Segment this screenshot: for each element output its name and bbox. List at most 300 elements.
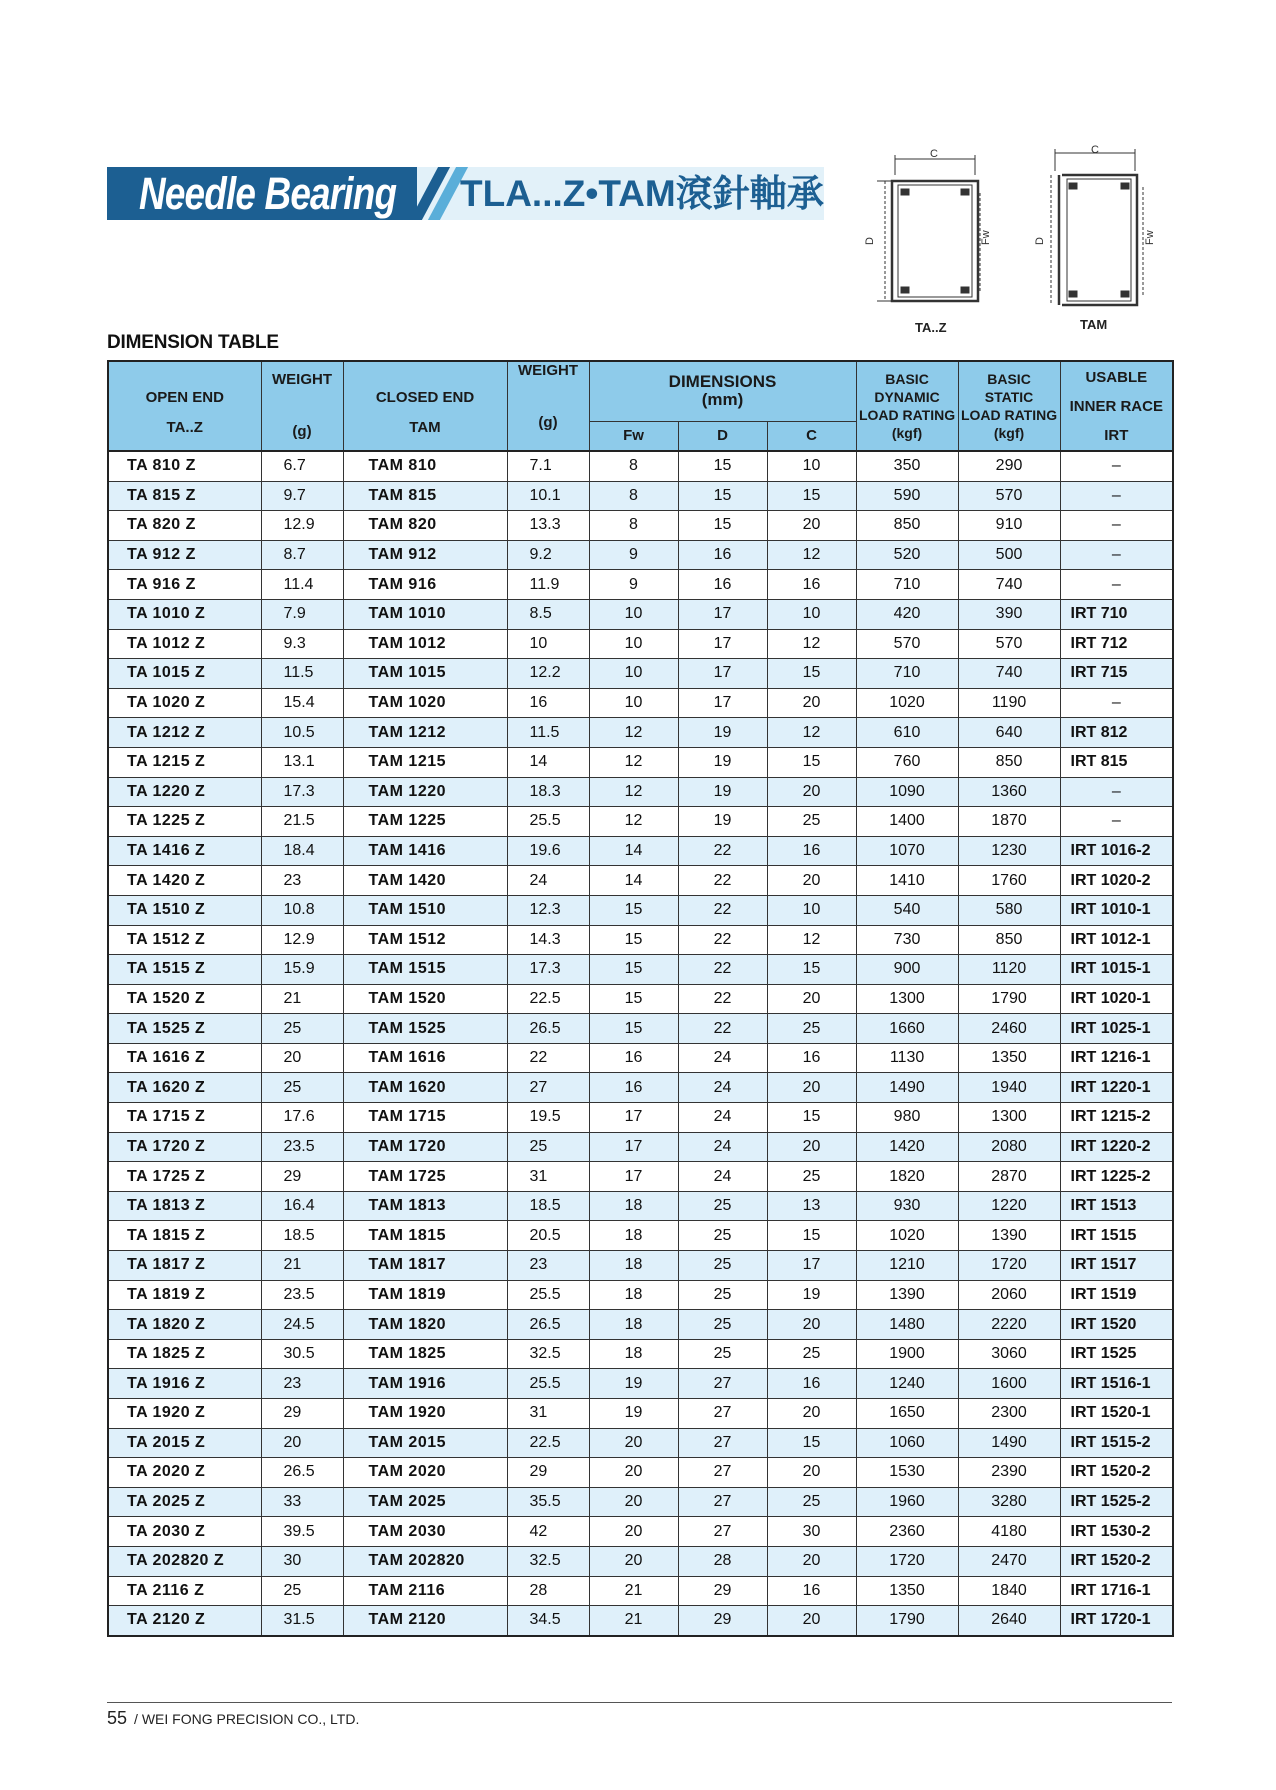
dim-d-cell: 25 (678, 1221, 767, 1251)
table-row (108, 895, 1173, 925)
dim-c-cell: 15 (767, 1221, 856, 1251)
static-load-cell: 740 (958, 570, 1060, 600)
dynamic-load-cell: 1300 (856, 984, 958, 1014)
dim-d-cell: 22 (678, 1014, 767, 1044)
dynamic-load-cell: 730 (856, 925, 958, 955)
static-load-cell: 2220 (958, 1310, 1060, 1340)
open-end-model-cell: TA 2025 Z (108, 1487, 261, 1517)
closed-end-model-cell: TAM 1817 (343, 1251, 507, 1281)
open-end-model-cell: TA 2020 Z (108, 1458, 261, 1488)
dim-d-cell: 24 (678, 1103, 767, 1133)
dynamic-load-cell: 710 (856, 659, 958, 689)
dim-c-cell: 20 (767, 1310, 856, 1340)
table-row (108, 511, 1173, 541)
dim-c-cell: 25 (767, 1162, 856, 1192)
closed-end-model-cell: TAM 1616 (343, 1043, 507, 1073)
header-dynamic-load: BASIC DYNAMIC LOAD RATING (kgf) (856, 361, 958, 451)
inner-race-cell: IRT 1720-1 (1060, 1606, 1173, 1636)
closed-end-model-cell: TAM 1512 (343, 925, 507, 955)
table-row (108, 984, 1173, 1014)
static-load-cell: 1600 (958, 1369, 1060, 1399)
dim-fw-cell: 20 (589, 1487, 678, 1517)
static-load-cell: 910 (958, 511, 1060, 541)
inner-race-cell: – (1060, 807, 1173, 837)
open-end-weight-cell: 12.9 (261, 511, 343, 541)
dim-fw-cell: 15 (589, 895, 678, 925)
closed-end-model-cell: TAM 1212 (343, 718, 507, 748)
dynamic-load-cell: 1660 (856, 1014, 958, 1044)
table-row (108, 1162, 1173, 1192)
static-load-cell: 1390 (958, 1221, 1060, 1251)
closed-end-model-cell: TAM 820 (343, 511, 507, 541)
dim-c-cell: 20 (767, 1546, 856, 1576)
dim-fw-cell: 9 (589, 540, 678, 570)
closed-end-model-cell: TAM 1815 (343, 1221, 507, 1251)
closed-end-weight-cell: 18.5 (507, 1191, 589, 1221)
open-end-weight-cell: 7.9 (261, 599, 343, 629)
static-load-cell: 570 (958, 629, 1060, 659)
closed-end-weight-cell: 16 (507, 688, 589, 718)
inner-race-cell: IRT 1020-2 (1060, 866, 1173, 896)
closed-end-model-cell: TAM 2120 (343, 1606, 507, 1636)
open-end-model-cell: TA 1825 Z (108, 1339, 261, 1369)
static-load-cell: 1220 (958, 1191, 1060, 1221)
open-end-model-cell: TA 2116 Z (108, 1576, 261, 1606)
open-end-weight-cell: 25 (261, 1014, 343, 1044)
open-end-weight-cell: 20 (261, 1428, 343, 1458)
header-closed-end: CLOSED END TAM (343, 361, 507, 451)
open-end-model-cell: TA 815 Z (108, 481, 261, 511)
table-row (108, 1221, 1173, 1251)
open-end-weight-cell: 11.5 (261, 659, 343, 689)
inner-race-cell: IRT 1225-2 (1060, 1162, 1173, 1192)
ta-z-diagram-label: TA..Z (915, 320, 947, 335)
inner-race-cell: IRT 1215-2 (1060, 1103, 1173, 1133)
table-row (108, 1369, 1173, 1399)
open-end-model-cell: TA 2015 Z (108, 1428, 261, 1458)
open-end-model-cell: TA 1510 Z (108, 895, 261, 925)
table-header (108, 361, 1173, 451)
dimension-table (107, 360, 1174, 1637)
open-end-weight-cell: 25 (261, 1073, 343, 1103)
closed-end-model-cell: TAM 1416 (343, 836, 507, 866)
closed-end-weight-cell: 23 (507, 1251, 589, 1281)
inner-race-cell: – (1060, 481, 1173, 511)
open-end-model-cell: TA 1212 Z (108, 718, 261, 748)
open-end-weight-cell: 17.6 (261, 1103, 343, 1133)
open-end-weight-cell: 11.4 (261, 570, 343, 600)
dim-fw-cell: 20 (589, 1517, 678, 1547)
open-end-model-cell: TA 1520 Z (108, 984, 261, 1014)
dynamic-load-cell: 850 (856, 511, 958, 541)
dim-c-cell: 20 (767, 984, 856, 1014)
open-end-weight-cell: 9.7 (261, 481, 343, 511)
dim-c-cell: 15 (767, 1103, 856, 1133)
inner-race-cell: IRT 1520-2 (1060, 1458, 1173, 1488)
dim-c-cell: 20 (767, 1399, 856, 1429)
closed-end-weight-cell: 27 (507, 1073, 589, 1103)
inner-race-cell: IRT 1515-2 (1060, 1428, 1173, 1458)
open-end-model-cell: TA 1512 Z (108, 925, 261, 955)
static-load-cell: 390 (958, 599, 1060, 629)
dynamic-load-cell: 1020 (856, 688, 958, 718)
open-end-weight-cell: 24.5 (261, 1310, 343, 1340)
open-end-model-cell: TA 1813 Z (108, 1191, 261, 1221)
closed-end-model-cell: TAM 1510 (343, 895, 507, 925)
dim-fw-cell: 10 (589, 659, 678, 689)
dim-c-cell: 16 (767, 1576, 856, 1606)
closed-end-model-cell: TAM 1819 (343, 1280, 507, 1310)
dim-d-cell: 29 (678, 1606, 767, 1636)
open-end-model-cell: TA 1515 Z (108, 955, 261, 985)
header-fw: Fw (589, 421, 678, 451)
header-static-load: BASIC STATIC LOAD RATING (kgf) (958, 361, 1060, 451)
tam-dim-fw: Fw (1144, 230, 1156, 245)
tam-dim-c: C (1091, 145, 1099, 156)
closed-end-model-cell: TAM 912 (343, 540, 507, 570)
open-end-weight-cell: 8.7 (261, 540, 343, 570)
dim-fw-cell: 15 (589, 955, 678, 985)
static-load-cell: 500 (958, 540, 1060, 570)
dim-fw-cell: 18 (589, 1191, 678, 1221)
inner-race-cell: IRT 1716-1 (1060, 1576, 1173, 1606)
closed-end-weight-cell: 13.3 (507, 511, 589, 541)
static-load-cell: 580 (958, 895, 1060, 925)
closed-end-model-cell: TAM 1920 (343, 1399, 507, 1429)
dim-c-cell: 17 (767, 1251, 856, 1281)
footer (107, 1708, 359, 1729)
bearing-cross-section-diagram (855, 145, 1175, 345)
dim-d-cell: 25 (678, 1280, 767, 1310)
banner-title: Needle Bearing (139, 168, 397, 219)
dim-d-cell: 15 (678, 511, 767, 541)
dynamic-load-cell: 1350 (856, 1576, 958, 1606)
static-load-cell: 1350 (958, 1043, 1060, 1073)
dynamic-load-cell: 1390 (856, 1280, 958, 1310)
closed-end-weight-cell: 25.5 (507, 1280, 589, 1310)
closed-end-weight-cell: 25.5 (507, 1369, 589, 1399)
dynamic-load-cell: 1070 (856, 836, 958, 866)
inner-race-cell: IRT 1020-1 (1060, 984, 1173, 1014)
dim-d-cell: 22 (678, 895, 767, 925)
closed-end-weight-cell: 24 (507, 866, 589, 896)
open-end-weight-cell: 39.5 (261, 1517, 343, 1547)
dim-fw-cell: 12 (589, 807, 678, 837)
page-number: 55 (107, 1708, 128, 1728)
ta-z-dim-fw: Fw (980, 230, 992, 245)
table-row (108, 925, 1173, 955)
dim-c-cell: 12 (767, 540, 856, 570)
dim-c-cell: 25 (767, 1014, 856, 1044)
inner-race-cell: IRT 715 (1060, 659, 1173, 689)
dim-d-cell: 24 (678, 1043, 767, 1073)
inner-race-cell: IRT 1515 (1060, 1221, 1173, 1251)
dim-c-cell: 25 (767, 1339, 856, 1369)
table-body (108, 451, 1173, 1636)
dim-c-cell: 30 (767, 1517, 856, 1547)
inner-race-cell: IRT 1525-2 (1060, 1487, 1173, 1517)
dynamic-load-cell: 1060 (856, 1428, 958, 1458)
open-end-model-cell: TA 2120 Z (108, 1606, 261, 1636)
static-load-cell: 2870 (958, 1162, 1060, 1192)
table-row (108, 1251, 1173, 1281)
dim-d-cell: 19 (678, 718, 767, 748)
inner-race-cell: IRT 1220-2 (1060, 1132, 1173, 1162)
dim-c-cell: 20 (767, 1458, 856, 1488)
static-load-cell: 2470 (958, 1546, 1060, 1576)
tam-diagram-label: TAM (1080, 317, 1108, 332)
closed-end-weight-cell: 17.3 (507, 955, 589, 985)
dim-c-cell: 13 (767, 1191, 856, 1221)
inner-race-cell: IRT 712 (1060, 629, 1173, 659)
dim-fw-cell: 16 (589, 1073, 678, 1103)
closed-end-model-cell: TAM 1725 (343, 1162, 507, 1192)
open-end-model-cell: TA 916 Z (108, 570, 261, 600)
open-end-weight-cell: 26.5 (261, 1458, 343, 1488)
dim-fw-cell: 8 (589, 511, 678, 541)
dim-fw-cell: 10 (589, 688, 678, 718)
table-row (108, 629, 1173, 659)
open-end-model-cell: TA 1815 Z (108, 1221, 261, 1251)
open-end-weight-cell: 13.1 (261, 747, 343, 777)
table-row (108, 1280, 1173, 1310)
header-weight-open: WEIGHT (g) (261, 361, 343, 451)
dim-d-cell: 27 (678, 1458, 767, 1488)
open-end-model-cell: TA 820 Z (108, 511, 261, 541)
inner-race-cell: – (1060, 511, 1173, 541)
open-end-weight-cell: 29 (261, 1162, 343, 1192)
dim-fw-cell: 12 (589, 747, 678, 777)
ta-z-dim-c: C (930, 148, 938, 160)
title-banner (107, 167, 824, 220)
dynamic-load-cell: 1490 (856, 1073, 958, 1103)
closed-end-model-cell: TAM 2025 (343, 1487, 507, 1517)
header-d: D (678, 421, 767, 451)
inner-race-cell: – (1060, 777, 1173, 807)
dim-c-cell: 10 (767, 895, 856, 925)
dim-c-cell: 20 (767, 1132, 856, 1162)
open-end-model-cell: TA 1620 Z (108, 1073, 261, 1103)
table-row (108, 1517, 1173, 1547)
closed-end-model-cell: TAM 815 (343, 481, 507, 511)
closed-end-model-cell: TAM 1820 (343, 1310, 507, 1340)
static-load-cell: 1790 (958, 984, 1060, 1014)
open-end-weight-cell: 10.5 (261, 718, 343, 748)
dim-c-cell: 15 (767, 659, 856, 689)
dynamic-load-cell: 1650 (856, 1399, 958, 1429)
open-end-model-cell: TA 1720 Z (108, 1132, 261, 1162)
static-load-cell: 2640 (958, 1606, 1060, 1636)
open-end-weight-cell: 12.9 (261, 925, 343, 955)
static-load-cell: 570 (958, 481, 1060, 511)
open-end-weight-cell: 30.5 (261, 1339, 343, 1369)
open-end-model-cell: TA 1225 Z (108, 807, 261, 837)
static-load-cell: 1490 (958, 1428, 1060, 1458)
open-end-model-cell: TA 1420 Z (108, 866, 261, 896)
dim-c-cell: 12 (767, 925, 856, 955)
dim-fw-cell: 18 (589, 1339, 678, 1369)
dim-d-cell: 19 (678, 747, 767, 777)
closed-end-model-cell: TAM 2030 (343, 1517, 507, 1547)
open-end-weight-cell: 10.8 (261, 895, 343, 925)
inner-race-cell: IRT 1025-1 (1060, 1014, 1173, 1044)
closed-end-weight-cell: 10 (507, 629, 589, 659)
inner-race-cell: IRT 812 (1060, 718, 1173, 748)
dim-fw-cell: 12 (589, 777, 678, 807)
closed-end-weight-cell: 7.1 (507, 451, 589, 481)
dim-fw-cell: 20 (589, 1546, 678, 1576)
table-row (108, 1339, 1173, 1369)
open-end-model-cell: TA 912 Z (108, 540, 261, 570)
closed-end-model-cell: TAM 1715 (343, 1103, 507, 1133)
inner-race-cell: IRT 710 (1060, 599, 1173, 629)
table-row (108, 1103, 1173, 1133)
closed-end-model-cell: TAM 2116 (343, 1576, 507, 1606)
static-load-cell: 1190 (958, 688, 1060, 718)
dim-d-cell: 17 (678, 629, 767, 659)
header-inner-race: USABLE INNER RACE IRT (1060, 361, 1173, 451)
table-row (108, 1458, 1173, 1488)
table-row (108, 1606, 1173, 1636)
closed-end-weight-cell: 19.6 (507, 836, 589, 866)
open-end-weight-cell: 23 (261, 866, 343, 896)
dim-c-cell: 25 (767, 807, 856, 837)
dim-c-cell: 10 (767, 451, 856, 481)
dim-fw-cell: 8 (589, 481, 678, 511)
open-end-weight-cell: 6.7 (261, 451, 343, 481)
open-end-model-cell: TA 1920 Z (108, 1399, 261, 1429)
table-row (108, 1191, 1173, 1221)
dim-c-cell: 12 (767, 629, 856, 659)
dim-d-cell: 29 (678, 1576, 767, 1606)
dim-fw-cell: 12 (589, 718, 678, 748)
open-end-weight-cell: 17.3 (261, 777, 343, 807)
dim-d-cell: 17 (678, 599, 767, 629)
dim-c-cell: 15 (767, 955, 856, 985)
open-end-weight-cell: 21 (261, 1251, 343, 1281)
dim-c-cell: 20 (767, 1073, 856, 1103)
dim-fw-cell: 21 (589, 1576, 678, 1606)
static-load-cell: 850 (958, 925, 1060, 955)
table-row (108, 599, 1173, 629)
dim-c-cell: 15 (767, 1428, 856, 1458)
inner-race-cell: IRT 1525 (1060, 1339, 1173, 1369)
header-dimensions: DIMENSIONS (mm) (589, 361, 856, 421)
dynamic-load-cell: 520 (856, 540, 958, 570)
dim-d-cell: 25 (678, 1251, 767, 1281)
closed-end-weight-cell: 32.5 (507, 1339, 589, 1369)
open-end-model-cell: TA 1525 Z (108, 1014, 261, 1044)
open-end-model-cell: TA 2030 Z (108, 1517, 261, 1547)
section-title: DIMENSION TABLE (107, 332, 279, 353)
static-load-cell: 4180 (958, 1517, 1060, 1547)
dim-d-cell: 27 (678, 1399, 767, 1429)
open-end-weight-cell: 30 (261, 1546, 343, 1576)
dynamic-load-cell: 1790 (856, 1606, 958, 1636)
dynamic-load-cell: 420 (856, 599, 958, 629)
dim-fw-cell: 8 (589, 451, 678, 481)
dynamic-load-cell: 1900 (856, 1339, 958, 1369)
table-row (108, 1576, 1173, 1606)
inner-race-cell: IRT 1520 (1060, 1310, 1173, 1340)
dim-fw-cell: 21 (589, 1606, 678, 1636)
ta-z-diagram (877, 155, 980, 301)
closed-end-weight-cell: 11.5 (507, 718, 589, 748)
tam-dim-d: D (1034, 237, 1046, 245)
static-load-cell: 640 (958, 718, 1060, 748)
open-end-model-cell: TA 1616 Z (108, 1043, 261, 1073)
inner-race-cell: IRT 1220-1 (1060, 1073, 1173, 1103)
closed-end-weight-cell: 28 (507, 1576, 589, 1606)
closed-end-weight-cell: 10.1 (507, 481, 589, 511)
dynamic-load-cell: 590 (856, 481, 958, 511)
table-row (108, 1132, 1173, 1162)
table-row (108, 1310, 1173, 1340)
static-load-cell: 1720 (958, 1251, 1060, 1281)
dynamic-load-cell: 930 (856, 1191, 958, 1221)
table-row (108, 688, 1173, 718)
inner-race-cell: IRT 815 (1060, 747, 1173, 777)
closed-end-weight-cell: 32.5 (507, 1546, 589, 1576)
dim-fw-cell: 20 (589, 1458, 678, 1488)
closed-end-model-cell: TAM 1420 (343, 866, 507, 896)
header-open-end: OPEN END TA..Z (108, 361, 261, 451)
closed-end-weight-cell: 11.9 (507, 570, 589, 600)
inner-race-cell: – (1060, 688, 1173, 718)
open-end-weight-cell: 9.3 (261, 629, 343, 659)
inner-race-cell: IRT 1530-2 (1060, 1517, 1173, 1547)
table-row (108, 481, 1173, 511)
dim-fw-cell: 10 (589, 599, 678, 629)
dim-fw-cell: 19 (589, 1369, 678, 1399)
dim-fw-cell: 14 (589, 836, 678, 866)
dim-d-cell: 27 (678, 1487, 767, 1517)
closed-end-model-cell: TAM 2020 (343, 1458, 507, 1488)
dim-d-cell: 27 (678, 1369, 767, 1399)
ta-z-dim-d: D (864, 237, 876, 245)
dim-d-cell: 22 (678, 955, 767, 985)
dynamic-load-cell: 900 (856, 955, 958, 985)
open-end-weight-cell: 23.5 (261, 1280, 343, 1310)
dim-fw-cell: 20 (589, 1428, 678, 1458)
dynamic-load-cell: 350 (856, 451, 958, 481)
table-row (108, 807, 1173, 837)
table-row (108, 451, 1173, 481)
closed-end-weight-cell: 35.5 (507, 1487, 589, 1517)
open-end-weight-cell: 15.4 (261, 688, 343, 718)
static-load-cell: 3280 (958, 1487, 1060, 1517)
dim-c-cell: 16 (767, 836, 856, 866)
dim-c-cell: 25 (767, 1487, 856, 1517)
closed-end-model-cell: TAM 1215 (343, 747, 507, 777)
closed-end-model-cell: TAM 1515 (343, 955, 507, 985)
open-end-model-cell: TA 1015 Z (108, 659, 261, 689)
table-row (108, 540, 1173, 570)
closed-end-model-cell: TAM 1813 (343, 1191, 507, 1221)
open-end-weight-cell: 23.5 (261, 1132, 343, 1162)
dim-c-cell: 10 (767, 599, 856, 629)
dim-d-cell: 24 (678, 1162, 767, 1192)
open-end-model-cell: TA 1010 Z (108, 599, 261, 629)
inner-race-cell: IRT 1012-1 (1060, 925, 1173, 955)
closed-end-model-cell: TAM 1012 (343, 629, 507, 659)
dim-d-cell: 24 (678, 1073, 767, 1103)
dim-fw-cell: 17 (589, 1162, 678, 1192)
closed-end-model-cell: TAM 1220 (343, 777, 507, 807)
closed-end-model-cell: TAM 202820 (343, 1546, 507, 1576)
dim-fw-cell: 15 (589, 984, 678, 1014)
dim-d-cell: 22 (678, 866, 767, 896)
